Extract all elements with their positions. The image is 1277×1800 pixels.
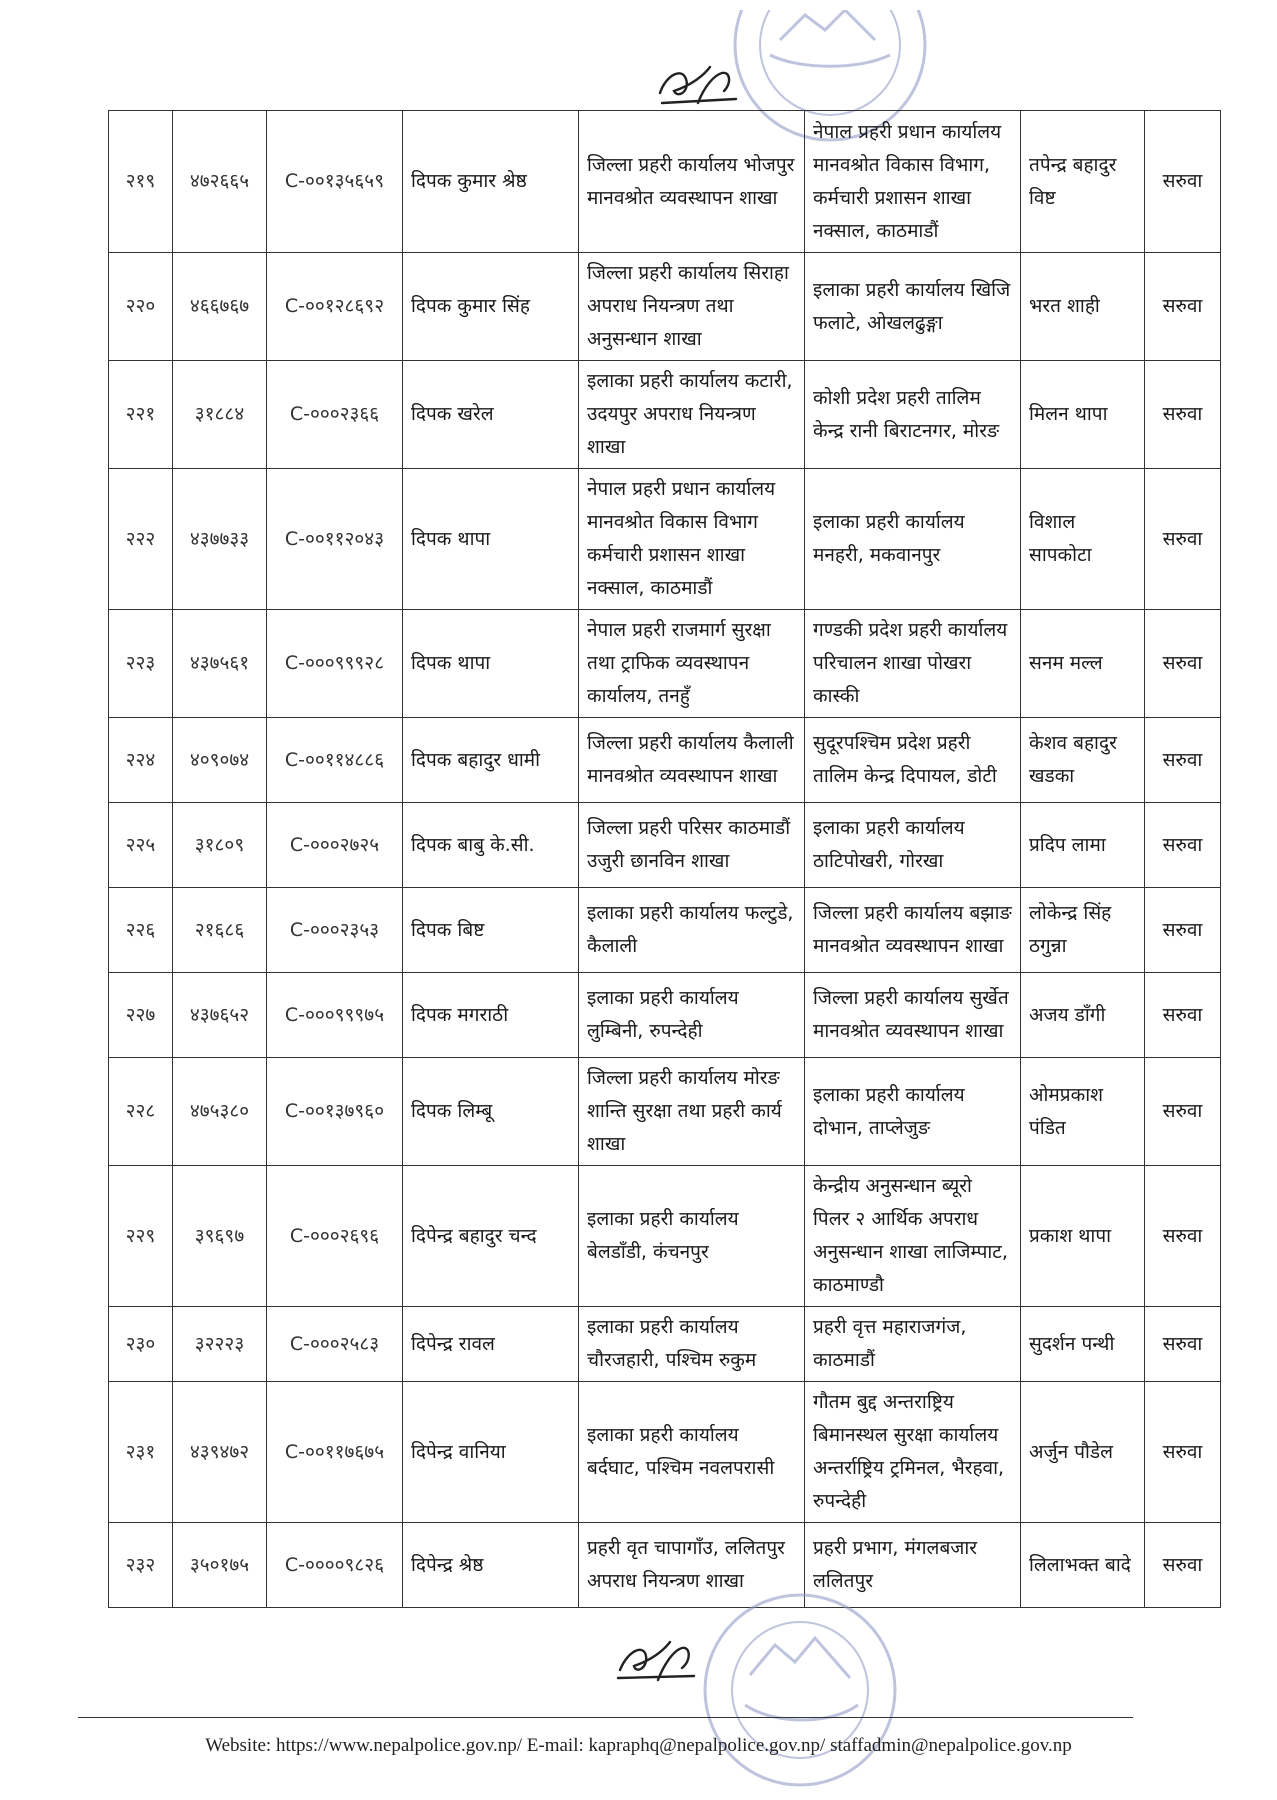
current-office-cell: इलाका प्रहरी कार्यालय बर्दघाट, पश्चिम नवलपरासी [579, 1382, 805, 1523]
code-cell: C-०००२७२५ [267, 803, 403, 888]
approver-cell: तपेन्द्र बहादुर विष्ट [1021, 111, 1145, 253]
table-row [109, 1166, 1221, 1307]
table-row [109, 610, 1221, 718]
approver-cell: केशव बहादुर खडका [1021, 718, 1145, 803]
current-office-cell: जिल्ला प्रहरी कार्यालय मोरङ शान्ति सुरक्षा तथा प्रहरी कार्य शाखा [579, 1058, 805, 1166]
badge-number-cell: ४३७७३३ [173, 469, 267, 610]
serial-number-cell: २२८ [109, 1058, 173, 1166]
current-office-cell: नेपाल प्रहरी प्रधान कार्यालय मानवश्रोत विकास विभाग कर्मचारी प्रशासन शाखा नक्साल, काठमाडौं [579, 469, 805, 610]
approver-cell: अजय डाँगी [1021, 973, 1145, 1058]
employee-name-cell: दिपक थापा [403, 610, 579, 718]
approver-cell: प्रकाश थापा [1021, 1166, 1145, 1307]
footer-divider [78, 1717, 1133, 1718]
approver-cell: विशाल सापकोटा [1021, 469, 1145, 610]
badge-number-cell: ४७५३८० [173, 1058, 267, 1166]
approver-cell: ओमप्रकाश पंडित [1021, 1058, 1145, 1166]
current-office-cell: इलाका प्रहरी कार्यालय चौरजहारी, पश्चिम रुकुम [579, 1307, 805, 1382]
current-office-cell: प्रहरी वृत चापागाँउ, ललितपुर अपराध नियन्त्रण शाखा [579, 1523, 805, 1608]
badge-number-cell: ४३७५६१ [173, 610, 267, 718]
code-cell: C-०००२५८३ [267, 1307, 403, 1382]
current-office-cell: इलाका प्रहरी कार्यालय फल्टुडे, कैलाली [579, 888, 805, 973]
code-cell: C-०००९९९७५ [267, 973, 403, 1058]
table-row [109, 1058, 1221, 1166]
action-cell: सरुवा [1145, 253, 1221, 361]
code-cell: C-०००२६९६ [267, 1166, 403, 1307]
badge-number-cell: ३१८०९ [173, 803, 267, 888]
badge-number-cell: ३९६९७ [173, 1166, 267, 1307]
employee-name-cell: दिपक बिष्ट [403, 888, 579, 973]
employee-name-cell: दिपेन्द्र बहादुर चन्द [403, 1166, 579, 1307]
badge-number-cell: ३५०१७५ [173, 1523, 267, 1608]
code-cell: C-००१३७९६० [267, 1058, 403, 1166]
badge-number-cell: ४०९०७४ [173, 718, 267, 803]
employee-name-cell: दिपक खरेल [403, 361, 579, 469]
action-cell: सरुवा [1145, 469, 1221, 610]
action-cell: सरुवा [1145, 1382, 1221, 1523]
action-cell: सरुवा [1145, 718, 1221, 803]
table-row [109, 973, 1221, 1058]
new-office-cell: नेपाल प्रहरी प्रधान कार्यालय मानवश्रोत विकास विभाग, कर्मचारी प्रशासन शाखा नक्साल, काठमाडौं [805, 111, 1021, 253]
employee-name-cell: दिपक बहादुर धामी [403, 718, 579, 803]
employee-name-cell: दिपक बाबु के.सी. [403, 803, 579, 888]
transfer-table [108, 110, 1221, 1608]
approver-cell: लोकेन्द्र सिंह ठगुन्ना [1021, 888, 1145, 973]
employee-name-cell: दिपेन्द्र रावल [403, 1307, 579, 1382]
new-office-cell: इलाका प्रहरी कार्यालय ठाटिपोखरी, गोरखा [805, 803, 1021, 888]
badge-number-cell: ४३७६५२ [173, 973, 267, 1058]
approver-cell: भरत शाही [1021, 253, 1145, 361]
current-office-cell: इलाका प्रहरी कार्यालय कटारी, उदयपुर अपराध नियन्त्रण शाखा [579, 361, 805, 469]
serial-number-cell: २२३ [109, 610, 173, 718]
code-cell: C-०००२३६६ [267, 361, 403, 469]
table-row [109, 1382, 1221, 1523]
approver-cell: अर्जुन पौडेल [1021, 1382, 1145, 1523]
employee-name-cell: दिपेन्द्र वानिया [403, 1382, 579, 1523]
serial-number-cell: २२६ [109, 888, 173, 973]
new-office-cell: गौतम बुद्द अन्तराष्ट्रिय बिमानस्थल सुरक्षा कार्यालय अन्तर्राष्ट्रिय ट्रमिनल, भैरहवा, रुपन्देही [805, 1382, 1021, 1523]
action-cell: सरुवा [1145, 973, 1221, 1058]
badge-number-cell: २१६८६ [173, 888, 267, 973]
employee-name-cell: दिपक कुमार श्रेष्ठ [403, 111, 579, 253]
action-cell: सरुवा [1145, 803, 1221, 888]
serial-number-cell: २१९ [109, 111, 173, 253]
signature-bottom [610, 1620, 698, 1690]
approver-cell: लिलाभक्त बादे [1021, 1523, 1145, 1608]
employee-name-cell: दिपक कुमार सिंह [403, 253, 579, 361]
code-cell: C-००१३५६५९ [267, 111, 403, 253]
badge-number-cell: ४६६७६७ [173, 253, 267, 361]
serial-number-cell: २२० [109, 253, 173, 361]
table-row [109, 111, 1221, 253]
employee-name-cell: दिपक थापा [403, 469, 579, 610]
current-office-cell: जिल्ला प्रहरी परिसर काठमाडौं उजुरी छानविन शाखा [579, 803, 805, 888]
table-row [109, 469, 1221, 610]
approver-cell: मिलन थापा [1021, 361, 1145, 469]
badge-number-cell: ४३९४७२ [173, 1382, 267, 1523]
action-cell: सरुवा [1145, 1307, 1221, 1382]
badge-number-cell: ३२२२३ [173, 1307, 267, 1382]
employee-name-cell: दिपक लिम्बू [403, 1058, 579, 1166]
serial-number-cell: २२२ [109, 469, 173, 610]
table-row [109, 361, 1221, 469]
new-office-cell: जिल्ला प्रहरी कार्यालय बझाङ मानवश्रोत व्यवस्थापन शाखा [805, 888, 1021, 973]
new-office-cell: इलाका प्रहरी कार्यालय मनहरी, मकवानपुर [805, 469, 1021, 610]
serial-number-cell: २२७ [109, 973, 173, 1058]
current-office-cell: नेपाल प्रहरी राजमार्ग सुरक्षा तथा ट्राफिक व्यवस्थापन कार्यालय, तनहुँ [579, 610, 805, 718]
approver-cell: प्रदिप लामा [1021, 803, 1145, 888]
code-cell: C-००१२८६९२ [267, 253, 403, 361]
current-office-cell: इलाका प्रहरी कार्यालय लुम्बिनी, रुपन्देही [579, 973, 805, 1058]
action-cell: सरुवा [1145, 111, 1221, 253]
action-cell: सरुवा [1145, 1166, 1221, 1307]
action-cell: सरुवा [1145, 361, 1221, 469]
current-office-cell: इलाका प्रहरी कार्यालय बेलडाँडी, कंचनपुर [579, 1166, 805, 1307]
action-cell: सरुवा [1145, 888, 1221, 973]
badge-number-cell: ४७२६६५ [173, 111, 267, 253]
serial-number-cell: २३२ [109, 1523, 173, 1608]
new-office-cell: इलाका प्रहरी कार्यालय दोभान, ताप्लेजुङ [805, 1058, 1021, 1166]
employee-name-cell: दिपक मगराठी [403, 973, 579, 1058]
action-cell: सरुवा [1145, 1058, 1221, 1166]
table-row [109, 803, 1221, 888]
new-office-cell: गण्डकी प्रदेश प्रहरी कार्यालय परिचालन शाखा पोखरा कास्की [805, 610, 1021, 718]
serial-number-cell: २२४ [109, 718, 173, 803]
table-row [109, 1307, 1221, 1382]
new-office-cell: कोशी प्रदेश प्रहरी तालिम केन्द्र रानी बिराटनगर, मोरङ [805, 361, 1021, 469]
code-cell: C-०००९९९२८ [267, 610, 403, 718]
new-office-cell: प्रहरी प्रभाग, मंगलबजार ललितपुर [805, 1523, 1021, 1608]
new-office-cell: सुदूरपश्चिम प्रदेश प्रहरी तालिम केन्द्र दिपायल, डोटी [805, 718, 1021, 803]
code-cell: C-००११७६७५ [267, 1382, 403, 1523]
official-seal-bottom [690, 1580, 930, 1790]
table-row [109, 718, 1221, 803]
new-office-cell: जिल्ला प्रहरी कार्यालय सुर्खेत मानवश्रोत व्यवस्थापन शाखा [805, 973, 1021, 1058]
current-office-cell: जिल्ला प्रहरी कार्यालय भोजपुर मानवश्रोत व्यवस्थापन शाखा [579, 111, 805, 253]
table-row [109, 888, 1221, 973]
new-office-cell: प्रहरी वृत्त महाराजगंज, काठमाडौं [805, 1307, 1021, 1382]
new-office-cell: केन्द्रीय अनुसन्धान ब्यूरो पिलर २ आर्थिक अपराध अनुसन्धान शाखा लाजिम्पाट, काठमाण्डौ [805, 1166, 1021, 1307]
action-cell: सरुवा [1145, 1523, 1221, 1608]
code-cell: C-०००२३५३ [267, 888, 403, 973]
approver-cell: सनम मल्ल [1021, 610, 1145, 718]
current-office-cell: जिल्ला प्रहरी कार्यालय कैलाली मानवश्रोत व्यवस्थापन शाखा [579, 718, 805, 803]
serial-number-cell: २२५ [109, 803, 173, 888]
serial-number-cell: २२१ [109, 361, 173, 469]
new-office-cell: इलाका प्रहरी कार्यालय खिजि फलाटे, ओखलढुङ्गा [805, 253, 1021, 361]
employee-name-cell: दिपेन्द्र श्रेष्ठ [403, 1523, 579, 1608]
code-cell: C-००११२०४३ [267, 469, 403, 610]
code-cell: C-००००९८२६ [267, 1523, 403, 1608]
current-office-cell: जिल्ला प्रहरी कार्यालय सिराहा अपराध नियन्त्रण तथा अनुसन्धान शाखा [579, 253, 805, 361]
serial-number-cell: २३० [109, 1307, 173, 1382]
action-cell: सरुवा [1145, 610, 1221, 718]
footer-contact: Website: https://www.nepalpolice.gov.np/ E-mail: kapraphq@nepalpolice.gov.np/ staffadmin@nepalpolice.gov.np [205, 1735, 1072, 1756]
approver-cell: सुदर्शन पन्थी [1021, 1307, 1145, 1382]
serial-number-cell: २२९ [109, 1166, 173, 1307]
table-row [109, 1523, 1221, 1608]
table-row [109, 253, 1221, 361]
serial-number-cell: २३१ [109, 1382, 173, 1523]
code-cell: C-००११४८८६ [267, 718, 403, 803]
badge-number-cell: ३१८८४ [173, 361, 267, 469]
